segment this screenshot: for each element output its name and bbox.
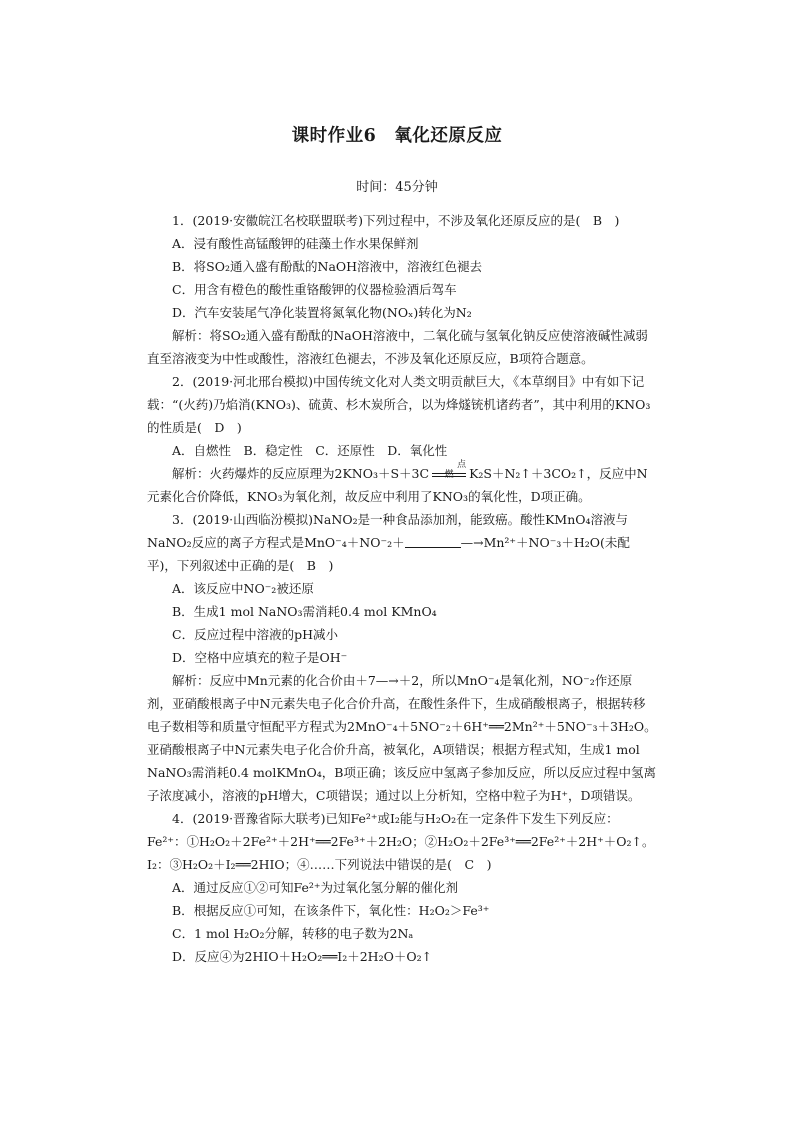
question-4-stem: 4．(2019·晋豫省际大联考)已知Fe²⁺或I₂能与H₂O₂在一定条件下发生下列反应：Fe²⁺：①H₂O₂＋2Fe²⁺＋2H⁺══2Fe³⁺＋2H₂O；②H₂O₂＋2Fe³⁺══2Fe²⁺＋2H⁺＋O₂↑。I₂：③H₂O₂＋I₂══2HIO；④……下列说法中错误的是( C ) [147,811,655,872]
reaction-condition-label: 点燃 [444,460,467,480]
question-1-option-c: C．用含有橙色的酸性重铬酸钾的仪器检验酒后驾车 [172,282,457,297]
question-4-option-c: C．1 mol H₂O₂分解，转移的电子数为2Nₐ [172,926,414,941]
question-4-option-b: B．根据反应①可知，在该条件下，氧化性：H₂O₂＞Fe³⁺ [172,903,490,918]
question-3-option-a: A．该反应中NO⁻₂被还原 [172,581,314,596]
fill-in-blank [405,535,461,548]
question-3-option-d: D．空格中应填充的粒子是OH⁻ [172,650,348,665]
question-2-analysis-part-2: K₂S＋N₂↑＋3CO₂↑，反应中N元素化合价降低，KNO₃为氧化剂，故反应中利用了KNO₃的氧化性，D项正确。 [147,466,648,504]
question-3-analysis: 解析：反应中Mn元素的化合价由＋7—→＋2，所以MnO⁻₄是氧化剂，NO⁻₂作还原剂，亚硝酸根离子中N元素失电子化合价升高，在酸性条件下，生成硝酸根离子，根据转移电子数相等和质量守恒配平方程式为2MnO⁻₄＋5NO⁻₂＋6H⁺══2Mn²⁺＋5NO⁻₃＋3H₂O。亚硝酸根离子中N元素失电子化合价升高，被氧化，A项错误；根据方程式知，生成1 mol NaNO₃需消耗0.4 molKMnO₄，B项正确；该反应中氢离子参加反应，所以反应过程中氢离子浓度减小，溶液的pH增大，C项错误；通过以上分析知，空格中粒子为H⁺，D项错误。 [147,673,657,803]
question-4-option-d: D．反应④为2HIO＋H₂O₂══I₂＋2H₂O＋O₂↑ [172,949,433,964]
question-1-analysis: 解析：将SO₂通入盛有酚酞的NaOH溶液中，二氧化硫与氢氧化钠反应使溶液碱性减弱直至溶液变为中性或酸性，溶液红色褪去，不涉及氧化还原反应，B项符合题意。 [147,328,648,366]
question-3-stem-part-1: 3．(2019·山西临汾模拟)NaNO₂是一种食品添加剂，能致癌。酸性KMnO₄溶液与NaNO₂反应的离子方程式是MnO⁻₄＋NO⁻₂＋ [147,512,629,550]
question-3-stem-part-2: —→Mn²⁺＋NO⁻₃＋H₂O(未配平)，下列叙述中正确的是( B ) [147,535,630,573]
question-3-option-c: C．反应过程中溶液的pH减小 [172,627,338,642]
time-limit: 时间：45分钟 [356,180,438,195]
question-2-options: A．自燃性 B．稳定性 C．还原性 D．氧化性 [172,443,448,458]
question-1-option-b: B．将SO₂通入盛有酚酞的NaOH溶液中，溶液红色褪去 [172,259,483,274]
question-1-option-a: A．浸有酸性高锰酸钾的硅藻土作水果保鲜剂 [172,236,419,251]
question-3-stem [147,508,657,577]
question-4-option-a: A．通过反应①②可知Fe²⁺为过氧化氢分解的催化剂 [172,880,459,895]
page-title: 课时作业6 氧化还原反应 [291,126,503,146]
question-2-analysis-part-1: 解析：火药爆炸的反应原理为2KNO₃＋S＋3C [172,466,430,481]
reaction-condition-arrow [432,460,467,480]
question-2-stem: 2．(2019·河北邢台模拟)中国传统文化对人类文明贡献巨大，《本草纲目》中有如下记载：“(火药)乃焰消(KNO₃)、硫黄、杉木炭所合，以为烽燧铳机诸药者”，其中利用的KNO₃的性质是( D ) [147,374,651,435]
question-2-analysis [147,462,657,508]
question-1-stem: 1．(2019·安徽皖江名校联盟联考)下列过程中，不涉及氧化还原反应的是( B ) [172,213,620,228]
questions-body [147,209,657,968]
question-3-option-b: B．生成1 mol NaNO₃需消耗0.4 mol KMnO₄ [172,604,437,619]
question-1-option-d: D．汽车安装尾气净化装置将氮氧化物(NOₓ)转化为N₂ [172,305,472,320]
